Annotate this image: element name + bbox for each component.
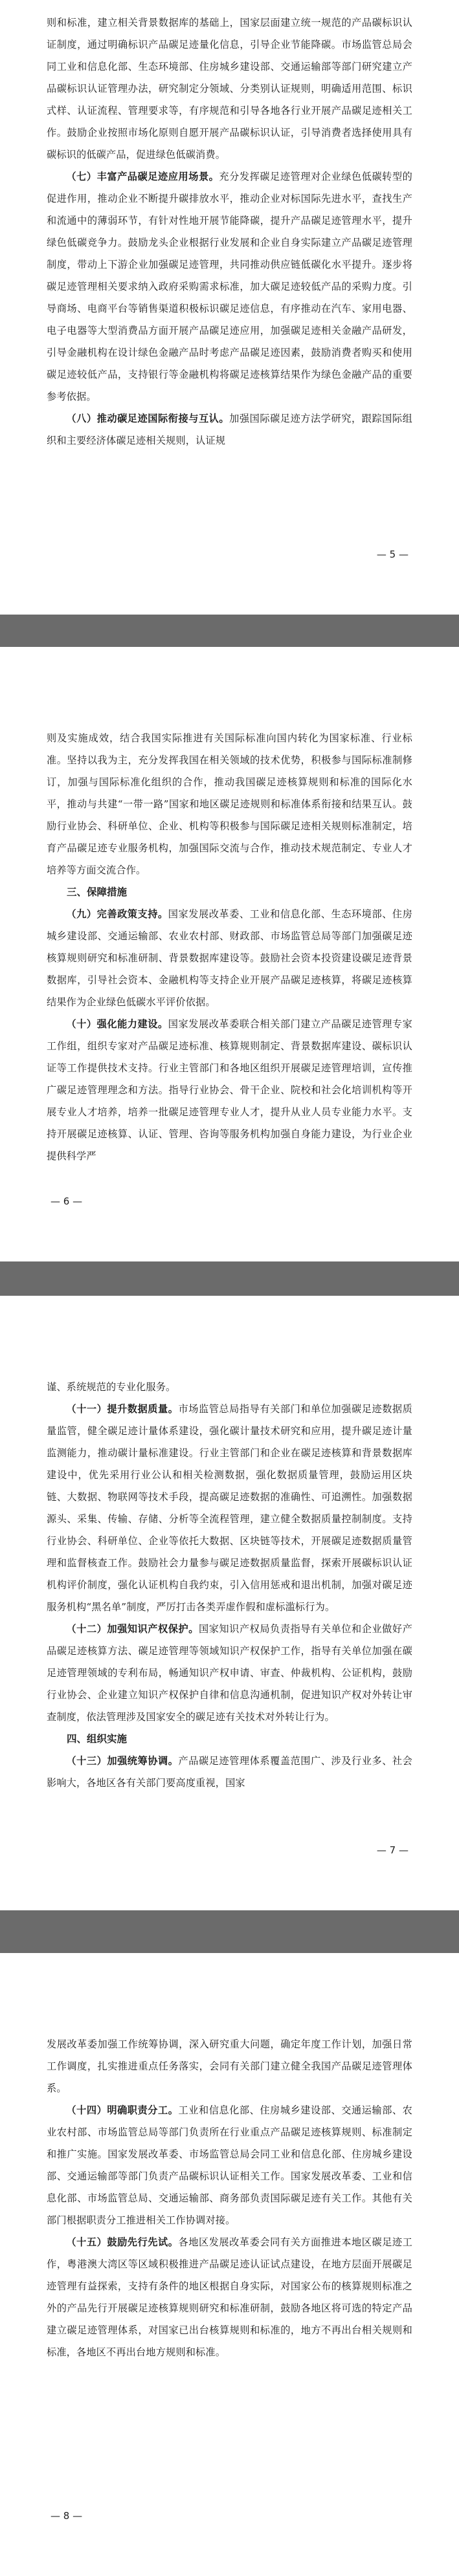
paragraph: 则和标准，建立相关背景数据库的基础上，国家层面建立统一规范的产品碳标识认证制度，通过明确标识产品碳足迹量化信息，引导企业节能降碳。市场监管总局会同工业和信息化部、生态环境部、住房城乡建设部、交通运输部等部门研究建立产品碳标识认证管理办法，研究制定分领域、分类别认证规则，明确适用范围、标识式样、认证流程、管理要求等，有序规范和引导各地各行业开展产品碳足迹相关工作。鼓励企业按照市场化原则自愿开展产品碳标识认证，引导消费者选择使用具有碳标识的低碳产品，促进绿色低碳消费。 [47, 17, 412, 160]
paragraph: （十四）明确职责分工。工业和信息化部、住房城乡建设部、交通运输部、农业农村部、市场监管总局等部门负责所在行业重点产品碳足迹核算规则、标准制定和推广实施。国家发展改革委、市场监管总局会同工业和信息化部、住房城乡建设部、交通运输部等部门负责产品碳标识认证相关工作。国家发展改革委、工业和信息化部、市场监管总局、交通运输部、商务部负责国际碳足迹有关工作。其他有关部门根据职责分工推进相关工作协调对接。 [47, 2104, 412, 2226]
page-number: — 7 — [376, 1844, 409, 1856]
section-heading: 三、保障措施 [67, 886, 128, 898]
paragraph: （十一）提升数据质量。市场监管总局指导有关部门和单位加强碳足迹数据质量监管，健全碳足迹计量体系建设，强化碳计量技术研究和应用，提升碳足迹计量监测能力，推动碳计量标准建设。行业主管部门和企业在碳足迹核算和背景数据库建设中，优先采用行业公认和相关检测数据，强化数据质量管理，鼓励运用区块链、大数据、物联网等技术手段，提高碳足迹数据的准确性、可追溯性。加强数据源头、采集、传输、存储、分析等全流程管理，建立健全数据质量控制制度。支持行业协会、科研单位、企业等依托大数据、区块链等技术，开展碳足迹数据质量管理和监督核查工作。鼓励社会力量参与碳足迹数据质量监督，探索开展碳标识认证机构评价制度，强化认证机构自我约束，引入信用惩戒和退出机制，加强对碳足迹服务机构“黑名单”制度，严厉打击各类弄虚作假和虚标滥标行为。 [47, 1403, 412, 1613]
page-number: — 5 — [376, 549, 409, 560]
document-page [0, 647, 459, 1261]
paragraph: （八）推动碳足迹国际衔接与互认。加强国际碳足迹方法学研究，跟踪国际组织和主要经济体碳足迹相关规则，认证规 [47, 413, 412, 446]
section-heading: 四、组织实施 [67, 1733, 128, 1745]
document-page [0, 1953, 459, 2576]
paragraph: （十二）加强知识产权保护。国家知识产权局负责指导有关单位和企业做好产品碳足迹核算方法、碳足迹管理等领域知识产权保护工作，指导有关单位加强在碳足迹管理领域的专利布局，畅通知识产权申请、审查、仲裁机构、公证机构，鼓励行业协会、企业建立知识产权保护自律和信息沟通机制，促进知识产权对外转让审查制度，依法管理涉及国家安全的碳足迹有关技术对外转让行为。 [47, 1623, 412, 1723]
paragraph: 谨、系统规范的专业化服务。 [47, 1381, 176, 1393]
paragraph: 发展改革委加强工作统筹协调，深入研究重大问题，确定年度工作计划，加强日常工作调度，扎实推进重点任务落实，会同有关部门建立健全我国产品碳足迹管理体系。 [47, 2038, 412, 2094]
paragraph: 则及实施成效，结合我国实际推进有关国际标准向国内转化为国家标准、行业标准。坚持以我为主，充分发挥我国在相关领域的技术优势，积极参与国际标准制修订，加强与国际标准化组织的合作，推动我国碳足迹核算规则和标准的国际化水平，推动与共建“一带一路”国家和地区碳足迹规则和标准体系衔接和结果互认。鼓励行业协会、科研单位、企业、机构等积极参与国际碳足迹相关规则标准制定，培育产品碳足迹专业服务机构，加强国际交流与合作，推动技术规范制定、专业人才培养等方面交流合作。 [47, 732, 412, 876]
page-number: — 8 — [50, 2510, 83, 2522]
document-page [0, 1296, 459, 1910]
document-page [0, 0, 459, 615]
paragraph: （七）丰富产品碳足迹应用场景。充分发挥碳足迹管理对企业绿色低碳转型的促进作用，推动企业不断提升碳排放水平，推动企业对标国际先进水平，查找生产和流通中的薄弱环节，有针对性地开展节能降碳，提升产品碳足迹管理水平，提升绿色低碳竞争力。鼓励龙头企业根据行业发展和企业自身实际建立产品碳足迹管理制度，带动上下游企业加强碳足迹管理，共同推动供应链低碳化水平提升。逐步将碳足迹管理相关要求纳入政府采购需求标准，加大碳足迹较低产品的采购力度。引导商场、电商平台等销售渠道积极标识碳足迹信息，有序推动在汽车、家用电器、电子电器等大型消费品方面开展产品碳足迹应用，加强碳足迹相关金融产品研发，引导金融机构在设计绿色金融产品时考虑产品碳足迹因素，鼓励消费者购买和使用碳足迹较低产品，支持银行等金融机构将碳足迹核算结果作为绿色金融产品的重要参考依据。 [47, 171, 412, 402]
paragraph: （十）强化能力建设。国家发展改革委联合相关部门建立产品碳足迹管理专家工作组，组织专家对产品碳足迹标准、核算规则制定、背景数据库建设、碳标识认证等工作提供技术支持。行业主管部门和各地区组织开展碳足迹管理培训，宣传推广碳足迹管理理念和方法。指导行业协会、骨干企业、院校和社会化培训机构等开展专业人才培养，培养一批碳足迹管理专业人才，提升从业人员专业能力水平。支持开展碳足迹核算、认证、管理、咨询等服务机构加强自身能力建设，为行业企业提供科学严 [47, 1018, 412, 1162]
paragraph: （十三）加强统筹协调。产品碳足迹管理体系覆盖范围广、涉及行业多、社会影响大，各地区各有关部门要高度重视，国家 [47, 1755, 412, 1789]
paragraph: （十五）鼓励先行先试。各地区发展改革委会同有关方面推进本地区碳足迹工作，粤港澳大湾区等区域积极推进产品碳足迹认证试点建设，在地方层面开展碳足迹管理有益探索，支持有条件的地区根据自身实际，对国家公布的核算规则标准之外的产品先行开展碳足迹核算规则研究和标准研制，鼓励各地区将可选的特定产品建立碳足迹管理体系，对国家已出台核算规则和标准的，地方不再出台相关规则和标准，各地区不再出台地方规则和标准。 [47, 2236, 412, 2358]
paragraph: （九）完善政策支持。国家发展改革委、工业和信息化部、生态环境部、住房城乡建设部、交通运输部、农业农村部、财政部、市场监管总局等部门加强碳足迹核算规则研究和标准研制、背景数据库建设等。鼓励社会资本投资建设碳足迹背景数据库，引导社会资本、金融机构等支持企业开展产品碳足迹核算，将碳足迹核算结果作为企业绿色低碳水平评价依据。 [47, 908, 412, 1008]
page-number: — 6 — [50, 1195, 83, 1207]
